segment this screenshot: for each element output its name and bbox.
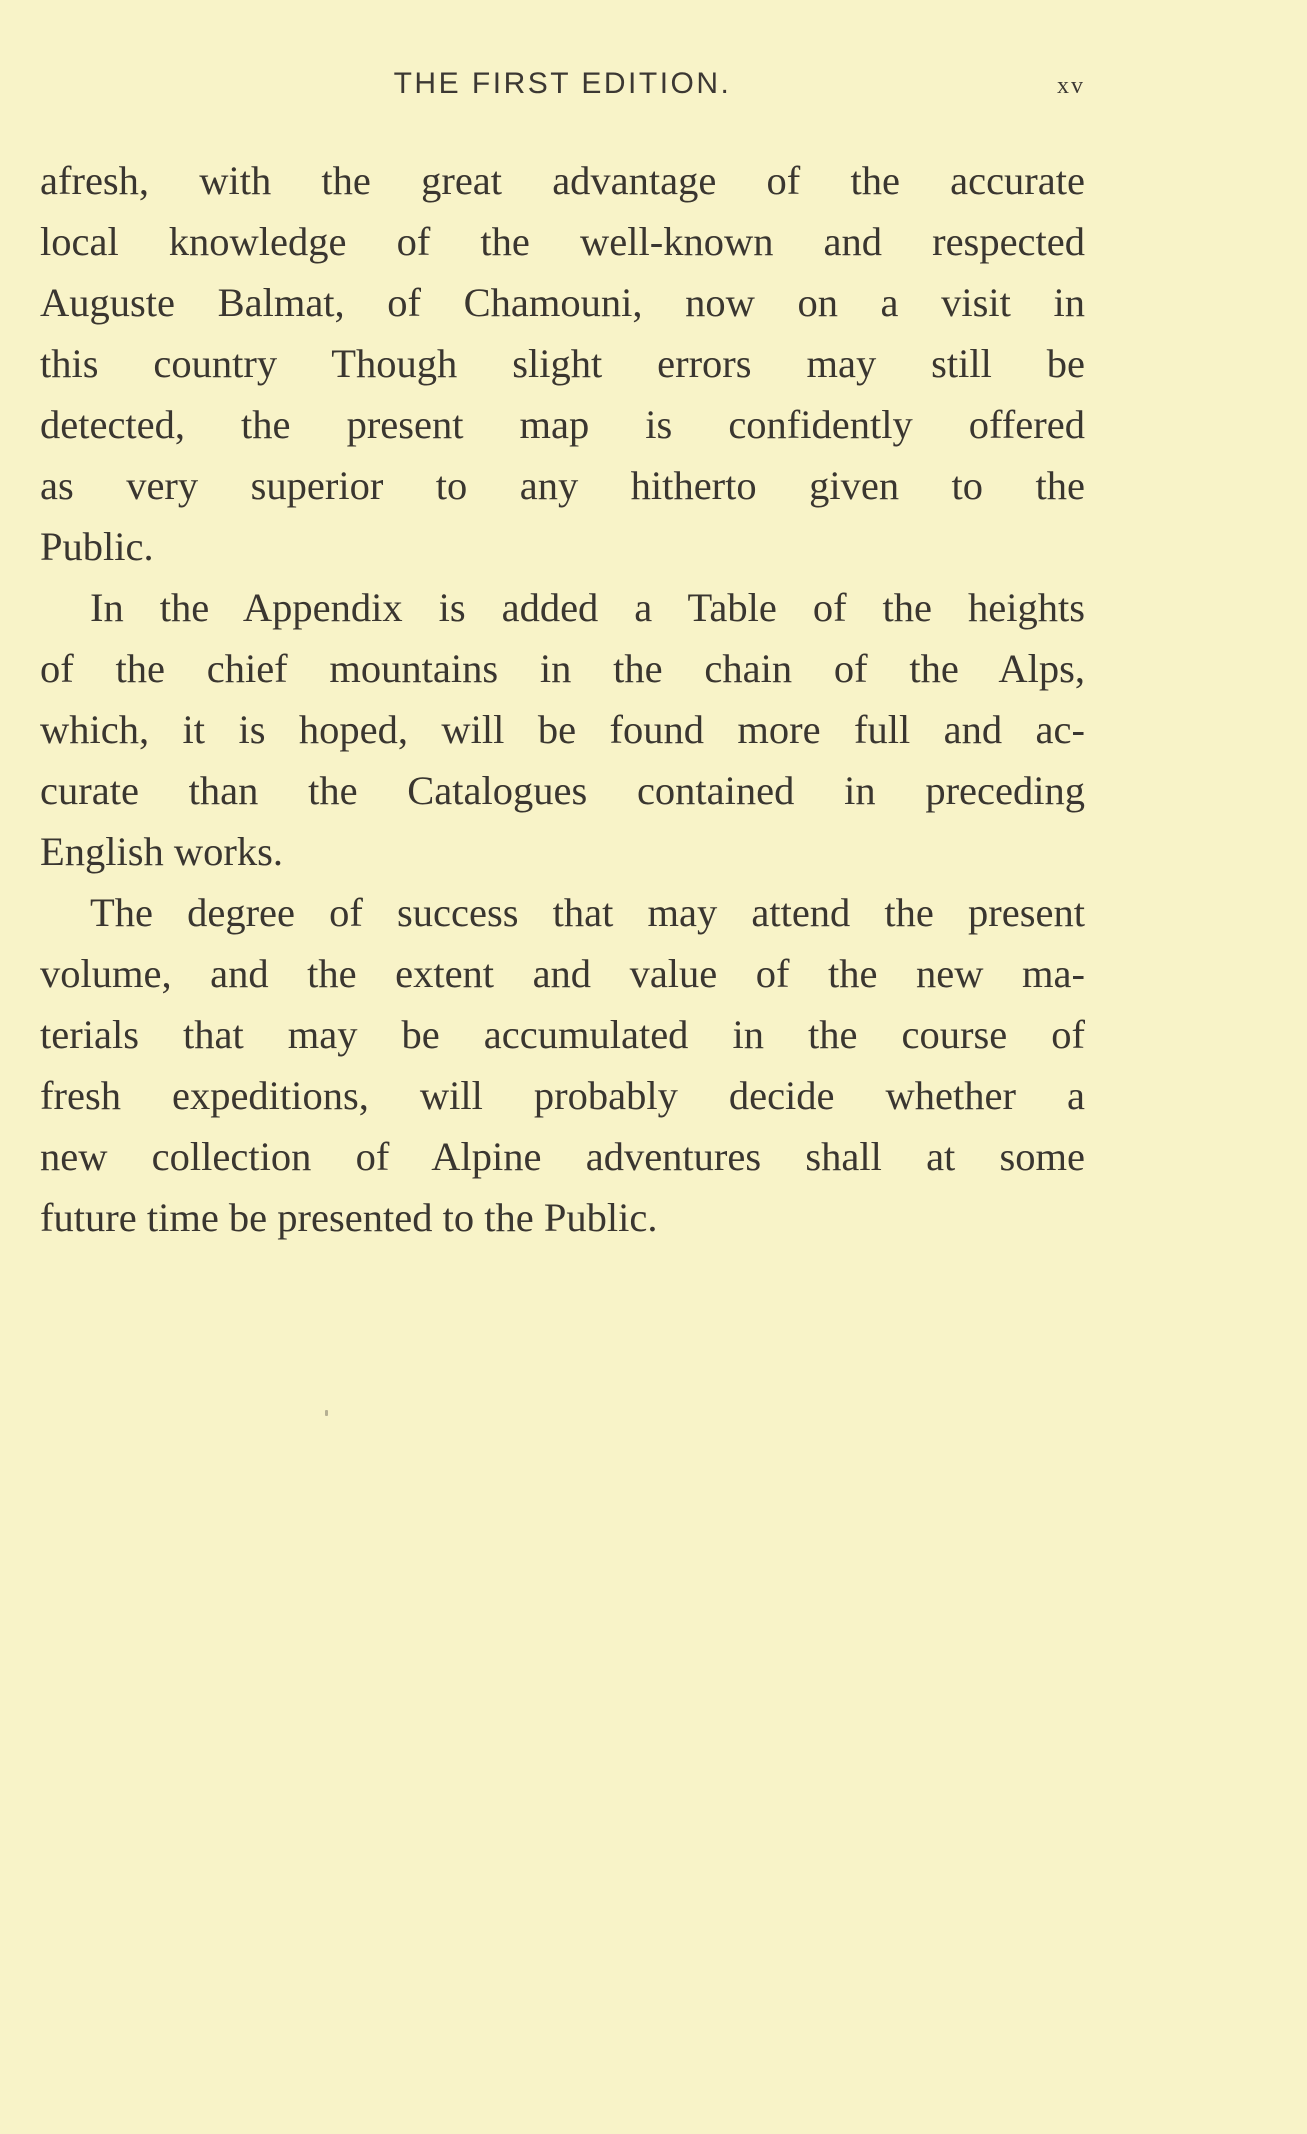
text-line: In the Appendix is added a Table of the heights [90, 585, 1085, 630]
body-text [40, 150, 1085, 1248]
paragraph-2 [40, 577, 1085, 882]
text-line: English works. [40, 829, 283, 874]
text-line: new collection of Alpine adventures shall at some [40, 1134, 1085, 1179]
text-line: afresh, with the great advantage of the accurate [40, 158, 1085, 203]
text-line: local knowledge of the well-known and respected [40, 219, 1085, 264]
text-line: curate than the Catalogues contained in preceding [40, 768, 1085, 813]
text-line: Public. [40, 524, 154, 569]
text-line: terials that may be accumulated in the course of [40, 1012, 1085, 1057]
text-line: detected, the present map is confidently offered [40, 402, 1085, 447]
text-line: Auguste Balmat, of Chamouni, now on a visit in [40, 280, 1085, 325]
paragraph-1 [40, 150, 1085, 577]
page-number: xv [1057, 73, 1085, 99]
ink-speck [325, 1410, 328, 1416]
text-line: The degree of success that may attend the present [90, 890, 1085, 935]
paragraph-3 [40, 882, 1085, 1248]
text-line: of the chief mountains in the chain of the Alps, [40, 646, 1085, 691]
text-line: this country Though slight errors may still be [40, 341, 1085, 386]
running-head [40, 62, 1085, 106]
text-line: which, it is hoped, will be found more full and ac- [40, 707, 1085, 752]
text-line: future time be presented to the Public. [40, 1195, 658, 1240]
text-line: volume, and the extent and value of the new ma- [40, 951, 1085, 996]
text-line: fresh expeditions, will probably decide whether a [40, 1073, 1085, 1118]
running-title: THE FIRST EDITION. [393, 67, 732, 100]
text-line: as very superior to any hitherto given to the [40, 463, 1085, 508]
